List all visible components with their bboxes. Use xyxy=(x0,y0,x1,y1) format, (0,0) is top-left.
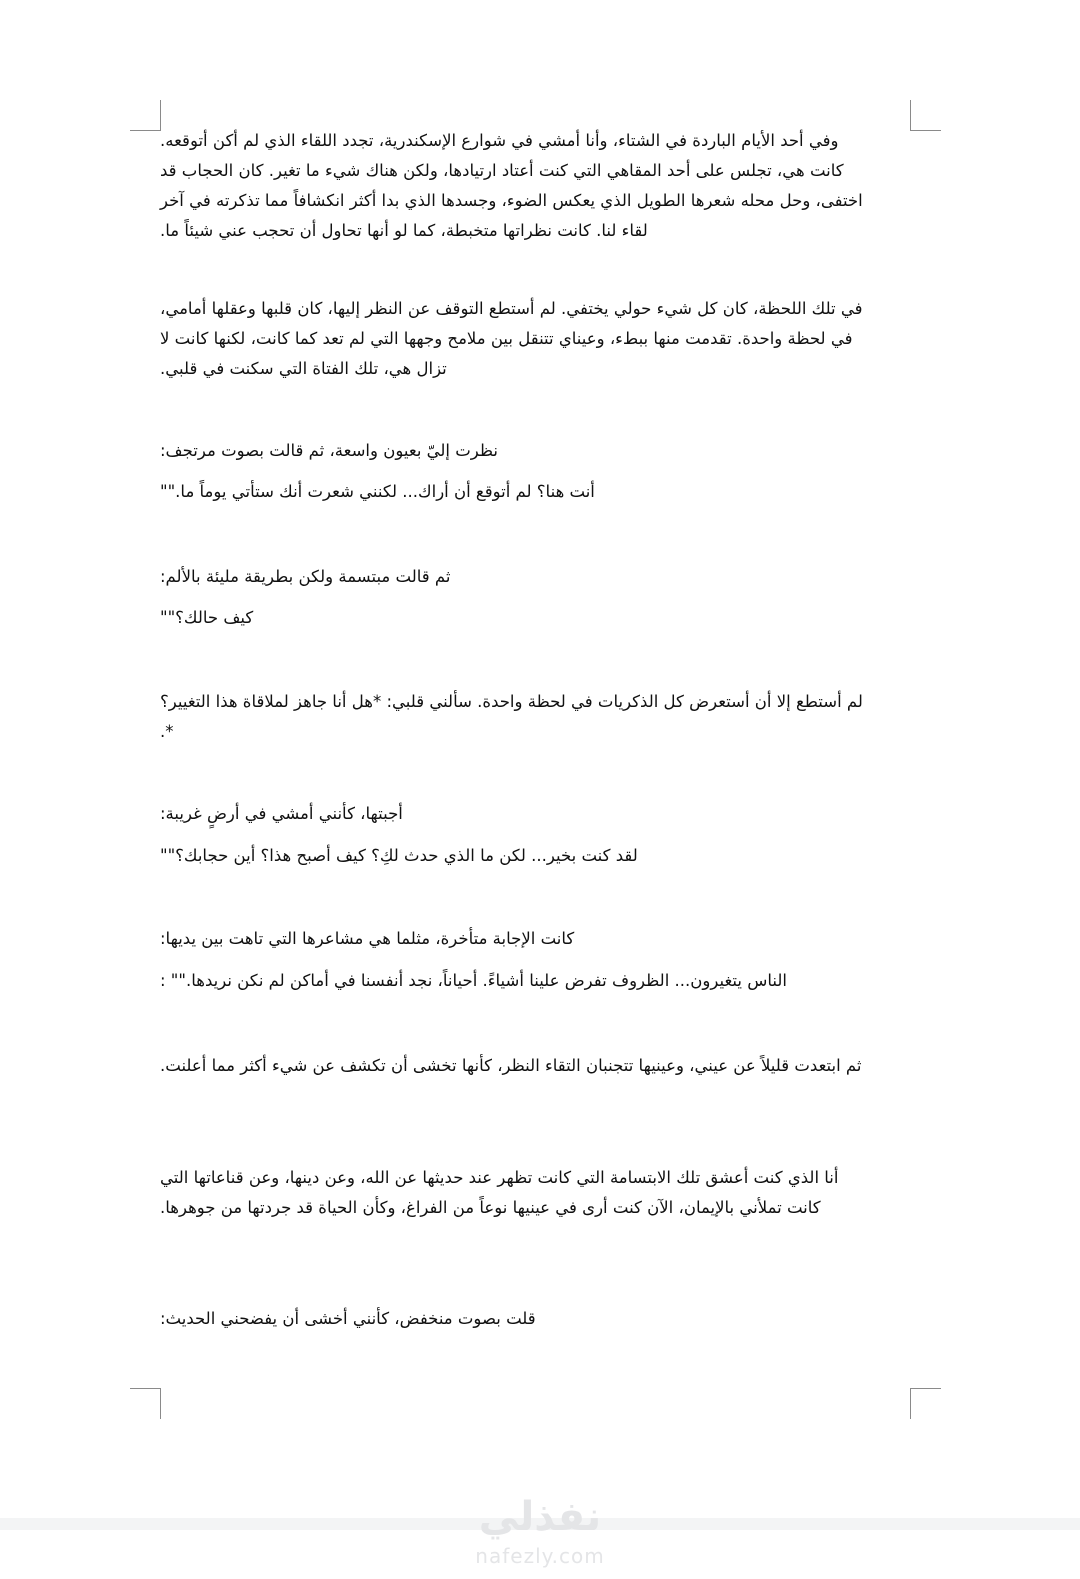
paragraph: وفي أحد الأيام الباردة في الشتاء، وأنا أمشي في شوارع الإسكندرية، تجدد اللقاء الذي لم أكن أتوقعه. كانت هي، تجلس على أحد المقاهي التي كنت أعتاد ارتيادها، ولكن هناك شيء ما تغير. كان الحجاب قد اختفى، وحل محله شعرها الطويل الذي يعكس الضوء، وجسدها الذي بدا أكثر انكشافاً مما تذكرته في آخر لقاء لنا. كانت نظراتها متخبطة، كما لو أنها تحاول أن تحجب عني شيئاً ما. xyxy=(160,131,863,240)
paragraph: لقد كنت بخير... لكن ما الذي حدث لكِ؟ كيف أصبح هذا؟ أين حجابك؟"" xyxy=(160,846,638,865)
paragraph: الناس يتغيرون... الظروف تفرض علينا أشياءً. أحياناً، نجد أنفسنا في أماكن لم نكن نريدها."" : xyxy=(160,971,787,990)
paragraph: كانت الإجابة متأخرة، مثلما هي مشاعرها التي تاهت بين يديها: xyxy=(160,929,575,948)
paragraph: كيف حالك؟"" xyxy=(160,608,254,627)
paragraph: ثم ابتعدت قليلاً عن عيني، وعينيها تتجنبان التقاء النظر، كأنها تخشى أن تكشف عن شيء أكثر مما أعلنت. xyxy=(160,1056,862,1075)
crop-mark-top-left xyxy=(130,100,161,131)
crop-mark-bottom-left xyxy=(130,1388,161,1419)
paragraph: لم أستطع إلا أن أستعرض كل الذكريات في لحظة واحدة. سألني قلبي: *هل أنا جاهز لملاقاة هذا التغيير؟*. xyxy=(160,692,863,741)
paragraph: ثم قالت مبتسمة ولكن بطريقة مليئة بالألم: xyxy=(160,567,451,586)
paragraph: أجبتها، كأنني أمشي في أرضٍ غريبة: xyxy=(160,804,403,823)
paragraph: أنا الذي كنت أعشق تلك الابتسامة التي كانت تظهر عند حديثها عن الله، وعن دينها، وعن قناعاتها التي كانت تملأني بالإيمان، الآن كنت أرى في عينيها نوعاً من الفراغ، وكأن الحياة قد جردتها من جوهرها. xyxy=(160,1168,839,1217)
crop-mark-bottom-right xyxy=(910,1388,941,1419)
crop-mark-top-right xyxy=(910,100,941,131)
watermark-logo: نفذلي xyxy=(478,1494,602,1540)
paragraph: نظرت إليّ بعيون واسعة، ثم قالت بصوت مرتجف: xyxy=(160,441,499,460)
paragraph: قلت بصوت منخفض، كأنني أخشى أن يفضحني الحديث: xyxy=(160,1309,536,1328)
paragraph: أنت هنا؟ لم أتوقع أن أراك... لكنني شعرت أنك ستأتي يوماً ما."" xyxy=(160,482,595,501)
watermark-url: nafezly.com xyxy=(475,1544,605,1568)
paragraph: في تلك اللحظة، كان كل شيء حولي يختفي. لم أستطع التوقف عن النظر إليها، كان قلبها وعقلها أمامي، في لحظة واحدة. تقدمت منها ببطء، وعيناي تتنقل بين ملامح وجهها التي لم تعد كما كانت، لكنها كانت لا تزال هي، تلك الفتاة التي سكنت في قلبي. xyxy=(160,299,863,378)
